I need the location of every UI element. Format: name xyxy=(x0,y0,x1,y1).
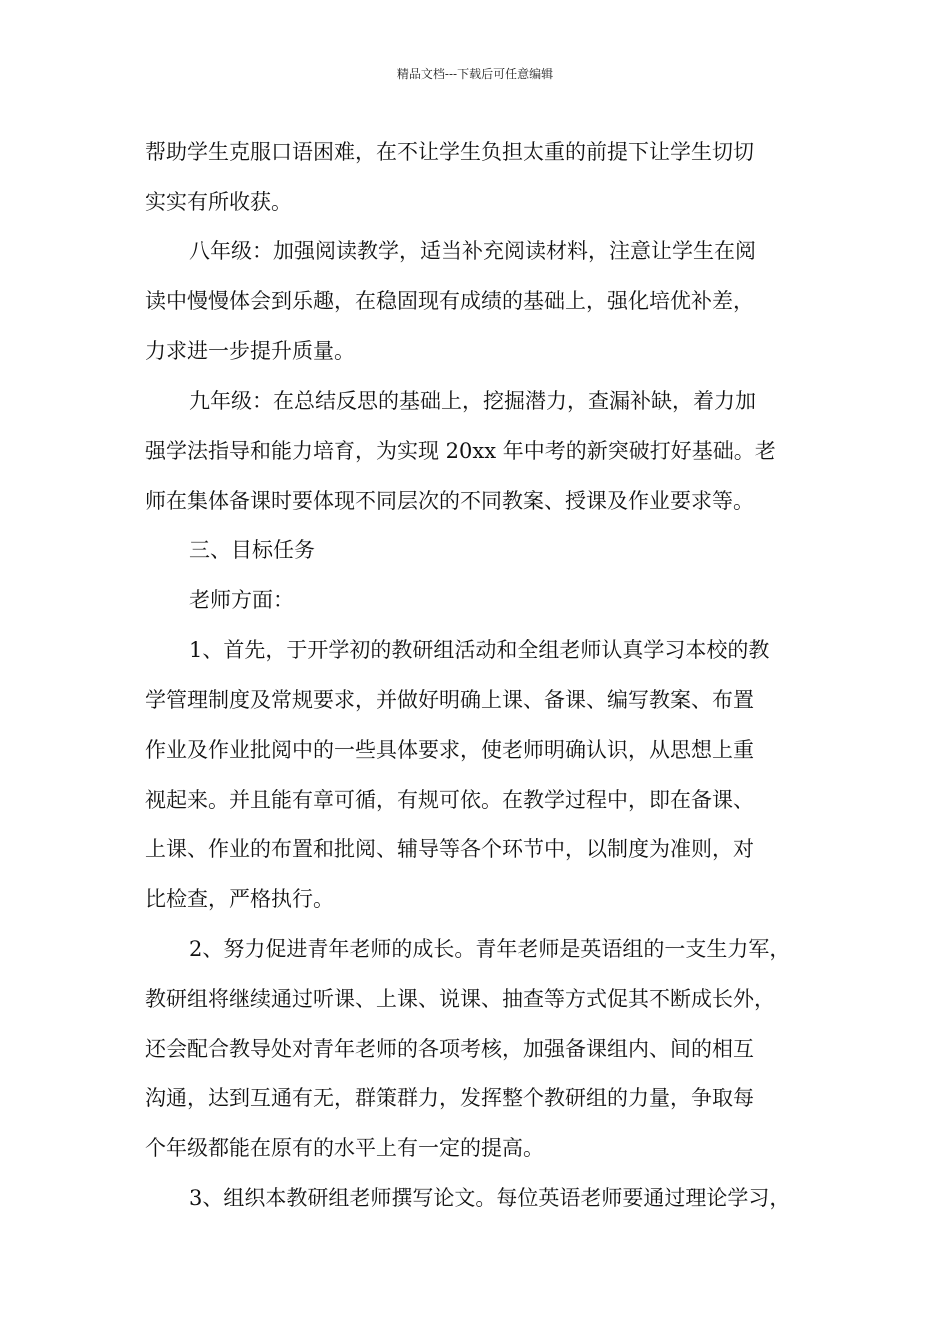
text-line: 读中慢慢体会到乐趣，在稳固现有成绩的基础上，强化培优补差， xyxy=(145,289,754,313)
text-line: 帮助学生克服口语困难，在不让学生负担太重的前提下让学生切切 xyxy=(145,140,754,164)
text-line: 实实有所收获。 xyxy=(145,190,292,214)
text-line: 3、组织本教研组老师撰写论文。每位英语老师要通过理论学习， xyxy=(189,1186,791,1210)
page-header: 精品文档---下载后可任意编辑 xyxy=(396,67,554,81)
text-line: 师在集体备课时要体现不同层次的不同教案、授课及作业要求等。 xyxy=(145,489,754,513)
text-line: 上课、作业的布置和批阅、辅导等各个环节中，以制度为准则，对 xyxy=(145,837,754,861)
text-line: 学管理制度及常规要求，并做好明确上课、备课、编写教案、布置 xyxy=(145,688,754,712)
text-line: 1、首先，于开学初的教研组活动和全组老师认真学习本校的教 xyxy=(189,638,770,662)
text-line: 个年级都能在原有的水平上有一定的提高。 xyxy=(145,1136,544,1160)
text-line: 强学法指导和能力培育，为实现 20xx 年中考的新突破打好基础。老 xyxy=(145,439,776,463)
section-heading: 三、目标任务 xyxy=(189,538,315,562)
subsection-heading: 老师方面： xyxy=(189,588,294,612)
text-line: 教研组将继续通过听课、上课、说课、抽查等方式促其不断成长外， xyxy=(145,987,775,1011)
text-line: 沟通，达到互通有无，群策群力，发挥整个教研组的力量，争取每 xyxy=(145,1086,754,1110)
text-line: 比检查，严格执行。 xyxy=(145,887,334,911)
text-line: 八年级：加强阅读教学，适当补充阅读材料，注意让学生在阅 xyxy=(189,239,756,263)
text-line: 九年级：在总结反思的基础上，挖掘潜力，查漏补缺，着力加 xyxy=(189,389,756,413)
text-line: 还会配合教导处对青年老师的各项考核，加强备课组内、间的相互 xyxy=(145,1037,754,1061)
text-line: 力求进一步提升质量。 xyxy=(145,339,355,363)
text-line: 2、努力促进青年老师的成长。青年老师是英语组的一支生力军， xyxy=(189,937,791,961)
text-line: 作业及作业批阅中的一些具体要求，使老师明确认识，从思想上重 xyxy=(145,738,754,762)
text-line: 视起来。并且能有章可循，有规可依。在教学过程中，即在备课、 xyxy=(145,788,754,812)
